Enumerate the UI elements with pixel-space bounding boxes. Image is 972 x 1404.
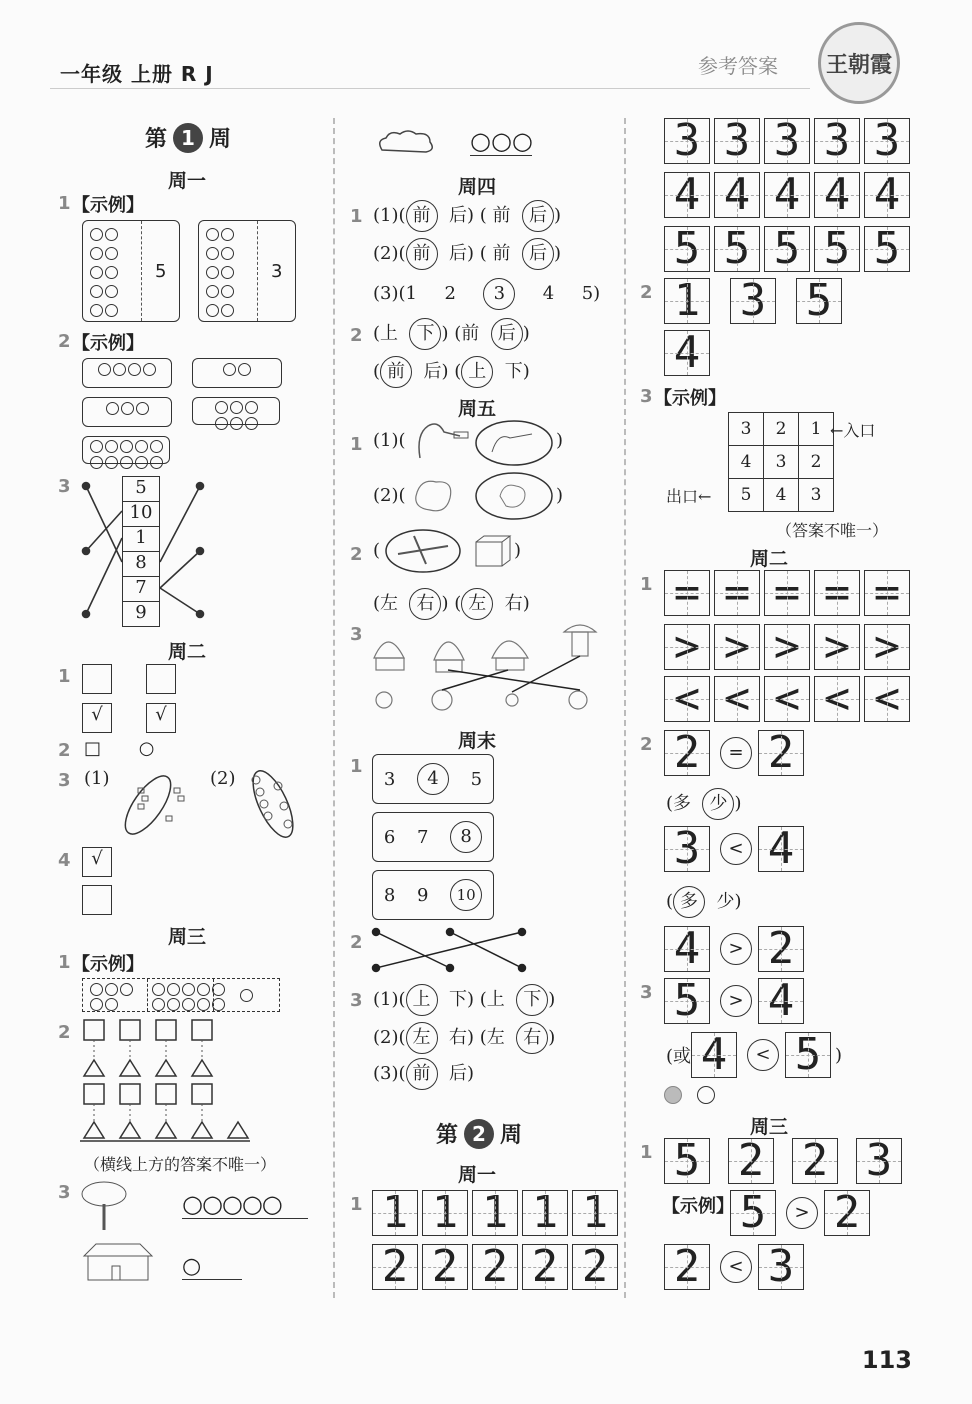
circled-fruits-icon: [238, 766, 308, 842]
circled-airplane-icon: [384, 528, 462, 574]
question-number: 2: [350, 544, 363, 565]
question-number: 3: [640, 982, 653, 1003]
comparison-row: 4 > 2: [664, 926, 808, 972]
page-number: 113: [861, 1346, 912, 1374]
writing-cell: 1: [372, 1190, 418, 1236]
number-cell: 10: [122, 502, 160, 527]
answer-row: (上 下 ) (前 后 ): [373, 318, 530, 350]
count-value: 5: [155, 261, 167, 282]
writing-cell: 2: [422, 1244, 468, 1290]
hand-toothbrush-icon: [410, 418, 470, 464]
houses-animals-matching: [368, 618, 608, 722]
dot-box: [82, 358, 172, 388]
writing-cell: 1: [422, 1190, 468, 1236]
week-1-title: [145, 122, 231, 153]
writing-grid-row: 4 4 4 4 4: [664, 172, 914, 218]
circled-answer: 右: [409, 588, 441, 620]
number-cell: 7: [122, 577, 160, 602]
question-number: 4: [58, 850, 71, 871]
writing-cell: 2: [372, 1244, 418, 1290]
week-prefix: 第: [436, 1123, 459, 1148]
maze-table: 3 2 1 4 3 2 5 4 3: [728, 412, 834, 512]
question-number: 1: [640, 574, 653, 595]
matching-lines: [80, 478, 210, 628]
dot-box: [192, 358, 282, 388]
comparison-row: 3 < 4: [664, 826, 808, 872]
day-wednesday: 周三: [168, 926, 207, 948]
comparison-row: 5 > 4: [664, 978, 808, 1024]
answer-row: (2)( 前 后) ( 前 后 ): [373, 238, 561, 270]
circled-answer: 多: [673, 886, 705, 918]
question-number: 1: [350, 434, 363, 455]
writing-grid-row: [372, 1244, 622, 1290]
question-number: 2: [640, 734, 653, 755]
colored-circles: [664, 1086, 715, 1108]
comparison-row: 2 < 3: [664, 1244, 808, 1290]
circle-answer: ○: [182, 1254, 242, 1280]
question-number: 2: [58, 740, 71, 761]
writing-grid-row: 5 2 2 3: [664, 1138, 906, 1184]
circled-answer: 左: [406, 1022, 438, 1054]
maze-entry-label: ←入口: [830, 421, 876, 440]
rubiks-cube-icon: [472, 534, 512, 570]
grade-label: 一年级 上册 R J: [60, 62, 214, 86]
dot-box: [192, 397, 280, 425]
check-box: √: [82, 847, 112, 877]
circled-answer: 上: [406, 984, 438, 1016]
circled-answer: 后: [522, 238, 554, 270]
question-number: 2: [640, 282, 653, 303]
circled-answer: 3: [483, 278, 515, 310]
cloud-icon: [376, 128, 436, 154]
count-value: 3: [271, 261, 283, 282]
writing-cell: 1: [572, 1190, 618, 1236]
week-prefix: 第: [145, 127, 168, 152]
close-paren: ): [514, 540, 522, 561]
number-cell: 5: [122, 476, 160, 502]
answer-row: (1)( 前 后) ( 前 后 ): [373, 200, 561, 232]
ten-frame-box: [198, 220, 296, 322]
day-tuesday: 周二: [750, 548, 789, 570]
answer-row: (3)(1 2 3 4 5): [373, 278, 600, 310]
number-sequence-box: 6 7 8: [372, 812, 494, 862]
week-number-badge: 2: [464, 1119, 494, 1149]
question-number: 1: [350, 1194, 363, 1215]
circled-answer: 8: [450, 821, 482, 853]
circled-sign: =: [720, 737, 752, 769]
dot-box: [82, 436, 170, 464]
writing-cell: 1: [472, 1190, 518, 1236]
check-box: √: [82, 703, 112, 733]
writing-grid-row: 4: [664, 330, 714, 376]
circled-answer: 右: [516, 1022, 548, 1054]
number-cell: 1: [122, 527, 160, 552]
comparison-row: (或 4 < 5 ): [666, 1032, 843, 1078]
question-number: 3: [350, 990, 363, 1011]
circled-sign: >: [786, 1197, 818, 1229]
circled-sign: >: [720, 985, 752, 1017]
writing-cell: 1: [522, 1190, 568, 1236]
circled-answer: 左: [461, 588, 493, 620]
question-number: 3: [350, 624, 363, 645]
example-label: 【示例】: [662, 1196, 734, 1217]
question-number: 2: [58, 331, 71, 352]
header-divider: [50, 88, 810, 89]
question-number: 1: [640, 1142, 653, 1163]
shape-answers: □ ○: [84, 738, 171, 759]
week-suffix: 周: [500, 1123, 523, 1148]
question-number: 1: [58, 666, 71, 687]
answer-row: (2)( 左 右) (左 右 ): [373, 1022, 555, 1054]
dot-grouping-strip: [82, 978, 280, 1012]
day-monday: 周一: [458, 1164, 497, 1186]
writing-grid-row: 5 5 5 5 5: [664, 226, 914, 272]
dot-box: [82, 397, 172, 427]
shape-pattern: [80, 1018, 250, 1144]
tree-icon: [80, 1178, 130, 1232]
number-sequence-box: 3 4 5: [372, 754, 494, 804]
writing-cell: 2: [522, 1244, 568, 1290]
writing-grid-row: < < < < <: [664, 676, 914, 722]
circles-answer: ○○○: [470, 127, 533, 155]
week-number-badge: 1: [173, 123, 203, 153]
circled-answer: 前: [380, 356, 412, 388]
writing-grid-row: 1 3 5: [664, 278, 846, 324]
circled-answer: 4: [417, 763, 449, 795]
circled-answer: 前: [406, 200, 438, 232]
note-text: （答案不唯一）: [776, 521, 889, 540]
example-label: 【示例】: [72, 333, 144, 354]
question-number: 2: [350, 325, 363, 346]
check-box: √: [146, 703, 176, 733]
question-number: 3: [640, 386, 653, 407]
circled-answer: 后: [522, 200, 554, 232]
day-friday: 周五: [458, 398, 497, 420]
circled-answer: 下: [516, 984, 548, 1016]
answer-row: ( 前 后) ( 上 下): [373, 356, 530, 388]
comparison-row: 5 > 2: [730, 1190, 874, 1236]
circled-paper-icon: [474, 470, 554, 522]
circled-brushing-icon: [474, 418, 554, 468]
circled-answer: 上: [461, 356, 493, 388]
circled-sign: <: [747, 1039, 779, 1071]
question-number: 1: [58, 193, 71, 214]
circled-answer: 下: [409, 318, 441, 350]
example-label: 【示例】: [72, 195, 144, 216]
question-number: 2: [58, 1022, 71, 1043]
week-2-title: [436, 1118, 522, 1149]
answer-row: ( 多 少): [666, 886, 742, 918]
answer-row: (1)( 上 下) (上 下 ): [373, 984, 555, 1016]
answer-row: (多 少 ): [666, 788, 742, 820]
question-number: 1: [58, 952, 71, 973]
circled-answer: 前: [406, 238, 438, 270]
matching-lines: [370, 926, 530, 974]
writing-grid-row: = = = = =: [664, 570, 914, 616]
day-monday: 周一: [168, 170, 207, 192]
close-paren: ): [556, 430, 564, 451]
dots-grid: [89, 227, 129, 322]
brand-seal-icon: [818, 22, 900, 104]
empty-answer-box: [82, 664, 112, 694]
day-wednesday: 周三: [750, 1116, 789, 1138]
maze-exit-label: 出口←: [666, 487, 712, 506]
seal-text: 王朝霞: [825, 51, 892, 78]
house-icon: [80, 1242, 154, 1282]
writing-grid-row: [372, 1190, 622, 1236]
part-label: (2)(: [373, 485, 406, 506]
circled-answer: 后: [491, 318, 523, 350]
comparison-row: 2 = 2: [664, 730, 808, 776]
day-tuesday: 周二: [168, 641, 207, 663]
crumpled-paper-icon: [410, 474, 460, 518]
dots-grid: [205, 227, 245, 322]
circles-answer: ○○○○○: [182, 1190, 308, 1219]
part-label: (1): [84, 768, 110, 789]
day-thursday: 周四: [458, 176, 497, 198]
answer-row: (3)( 前 后): [373, 1058, 474, 1090]
example-label: 【示例】: [72, 954, 144, 975]
part-label: (2): [210, 768, 236, 789]
circled-sign: >: [720, 933, 752, 965]
circled-blocks-icon: [116, 770, 196, 840]
example-label: 【示例】: [654, 388, 726, 409]
question-number: 1: [350, 206, 363, 227]
question-number: 3: [58, 1182, 71, 1203]
ten-frame-box: [82, 220, 180, 322]
column-divider: [333, 118, 335, 1298]
circled-answer: 少: [702, 788, 734, 820]
number-cell: 9: [122, 602, 160, 627]
circled-answer: 前: [406, 1058, 438, 1090]
circled-sign: <: [720, 1251, 752, 1283]
answer-row: (左 右 ) ( 左 右): [373, 588, 530, 620]
circled-answer: 10: [450, 879, 482, 911]
empty-answer-box: [82, 885, 112, 915]
close-paren: ): [556, 485, 564, 506]
number-cell: 8: [122, 552, 160, 577]
question-number: 3: [58, 476, 71, 497]
note-text: （横线上方的答案不唯一）: [84, 1155, 277, 1174]
question-number: 3: [58, 770, 71, 791]
writing-grid-row: 3 3 3 3 3: [664, 118, 914, 164]
day-weekend: 周末: [458, 730, 497, 752]
column-divider: [624, 118, 626, 1298]
answers-label: 参考答案: [698, 54, 778, 78]
writing-cell: 2: [472, 1244, 518, 1290]
empty-answer-box: [146, 664, 176, 694]
question-number: 2: [350, 932, 363, 953]
part-label: (1)(: [373, 430, 406, 451]
writing-cell: 2: [572, 1244, 618, 1290]
week-suffix: 周: [209, 127, 232, 152]
question-number: 1: [350, 756, 363, 777]
number-sequence-box: 8 9 10: [372, 870, 494, 920]
writing-grid-row: > > > > >: [664, 624, 914, 670]
circled-sign: <: [720, 833, 752, 865]
